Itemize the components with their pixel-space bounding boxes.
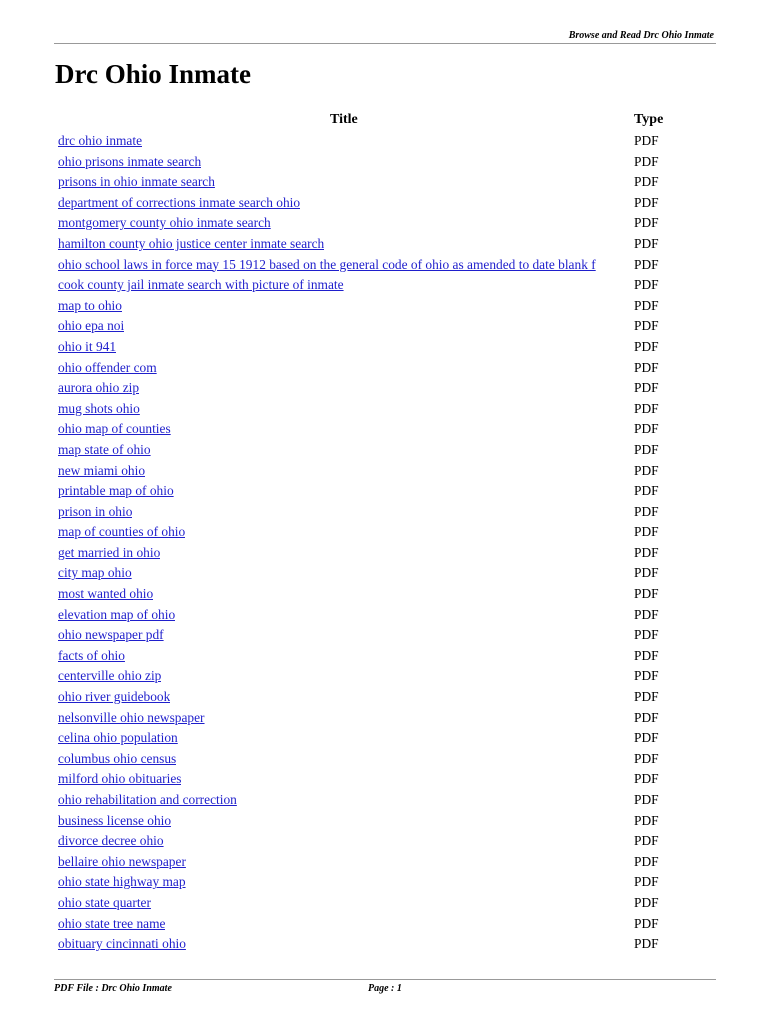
table-row <box>56 440 696 461</box>
file-type-label: PDF <box>634 792 659 807</box>
table-row <box>56 255 696 276</box>
table-row <box>56 852 696 873</box>
table-row <box>56 934 696 955</box>
document-link[interactable]: drc ohio inmate <box>58 133 143 148</box>
document-link[interactable]: most wanted ohio <box>58 586 154 602</box>
file-type-label: PDF <box>634 441 659 457</box>
file-type-label: PDF <box>634 462 659 478</box>
document-link[interactable]: celina ohio population <box>58 730 178 746</box>
file-type-label: PDF <box>634 359 659 375</box>
file-type-label: PDF <box>634 380 659 396</box>
file-type-label: PDF <box>634 606 659 622</box>
document-link[interactable]: get married in ohio <box>58 544 161 560</box>
document-link[interactable]: ohio epa noi <box>58 318 125 334</box>
file-type-label: PDF <box>634 277 659 293</box>
table-row <box>56 687 696 708</box>
table-row <box>56 893 696 914</box>
table-row <box>56 275 696 296</box>
document-link[interactable]: map state of ohio <box>58 441 151 457</box>
file-type-label: PDF <box>634 153 659 169</box>
document-link[interactable]: city map ohio <box>58 565 132 581</box>
footer-file-label: PDF File : Drc Ohio Inmate <box>54 983 172 994</box>
table-row <box>56 193 696 214</box>
document-link[interactable]: ohio prisons inmate search <box>58 153 202 169</box>
document-link[interactable]: hamilton county ohio justice center inmate search <box>58 235 325 251</box>
table-row <box>56 378 696 399</box>
table-row <box>56 728 696 749</box>
file-type-label: PDF <box>634 483 659 499</box>
document-link[interactable]: ohio it 941 <box>58 338 117 354</box>
file-type-label: PDF <box>634 750 659 766</box>
file-type-label: PDF <box>634 400 659 416</box>
document-link[interactable]: prison in ohio <box>58 503 133 519</box>
table-row <box>56 666 696 687</box>
table-row <box>56 522 696 543</box>
table-row <box>56 419 696 440</box>
document-link[interactable]: mug shots ohio <box>58 400 140 416</box>
table-row <box>56 769 696 790</box>
file-type-label: PDF <box>634 503 659 519</box>
table-row <box>56 811 696 832</box>
table-row <box>56 584 696 605</box>
type-column-header: Type <box>634 112 664 127</box>
document-link[interactable]: bellaire ohio newspaper <box>58 853 186 869</box>
table-row <box>56 172 696 193</box>
page-footer <box>54 979 716 1000</box>
table-row <box>56 872 696 893</box>
document-link[interactable]: milford ohio obituaries <box>58 771 182 787</box>
file-type-label: PDF <box>634 647 659 663</box>
file-type-label: PDF <box>634 709 659 725</box>
table-row <box>56 605 696 626</box>
file-type-label: PDF <box>634 833 659 849</box>
table-row <box>56 296 696 317</box>
document-link[interactable]: ohio river guidebook <box>58 689 171 705</box>
document-link[interactable]: ohio map of counties <box>58 421 171 437</box>
document-link[interactable]: prisons in ohio inmate search <box>58 174 215 190</box>
document-link[interactable]: cook county jail inmate search with picture of inmate <box>58 277 344 293</box>
document-title: Drc Ohio Inmate <box>55 59 251 89</box>
table-row <box>56 790 696 811</box>
file-type-label: PDF <box>634 874 659 890</box>
document-link[interactable]: elevation map of ohio <box>58 606 176 622</box>
table-row <box>56 543 696 564</box>
file-type-label: PDF <box>634 730 659 746</box>
table-row <box>56 502 696 523</box>
document-link[interactable]: columbus ohio census <box>58 750 177 766</box>
table-row <box>56 646 696 667</box>
file-type-label: PDF <box>634 256 659 272</box>
file-type-label: PDF <box>634 194 659 210</box>
file-type-label: PDF <box>634 853 659 869</box>
file-type-label: PDF <box>634 915 659 931</box>
document-link[interactable]: business license ohio <box>58 812 172 828</box>
document-link[interactable]: ohio newspaper pdf <box>58 627 164 643</box>
table-header-row <box>56 110 696 131</box>
table-row <box>56 399 696 420</box>
table-row <box>56 234 696 255</box>
table-row <box>56 625 696 646</box>
file-type-label: PDF <box>634 421 659 437</box>
document-link[interactable]: obituary cincinnati ohio <box>58 936 186 952</box>
document-link[interactable]: ohio rehabilitation and correction <box>58 792 237 807</box>
file-type-label: PDF <box>634 215 659 231</box>
document-link[interactable]: nelsonville ohio newspaper <box>58 709 205 725</box>
file-type-label: PDF <box>634 812 659 828</box>
table-row <box>56 213 696 234</box>
document-link[interactable]: new miami ohio <box>58 462 146 478</box>
file-type-label: PDF <box>634 174 659 190</box>
table-row <box>56 563 696 584</box>
file-type-label: PDF <box>634 565 659 581</box>
title-column-header: Title <box>330 112 358 127</box>
file-type-label: PDF <box>634 668 659 684</box>
document-link[interactable]: montgomery county ohio inmate search <box>58 215 271 231</box>
table-row <box>56 914 696 935</box>
table-row <box>56 152 696 173</box>
table-row <box>56 337 696 358</box>
file-type-label: PDF <box>634 338 659 354</box>
running-title: Browse and Read Drc Ohio Inmate <box>568 30 714 41</box>
table-row <box>56 749 696 770</box>
document-list-table <box>56 110 696 955</box>
document-link[interactable]: map of counties of ohio <box>58 524 186 540</box>
file-type-label: PDF <box>634 297 659 313</box>
document-link[interactable]: ohio school laws in force may 15 1912 based on the general code of ohio as amended to date blank f <box>58 256 596 272</box>
page-header <box>54 26 716 44</box>
document-link[interactable]: facts of ohio <box>58 647 125 663</box>
file-type-label: PDF <box>634 894 659 910</box>
file-type-label: PDF <box>634 586 659 602</box>
table-row <box>56 461 696 482</box>
file-type-label: PDF <box>634 235 659 251</box>
document-link[interactable]: ohio offender com <box>58 359 157 375</box>
table-row <box>56 358 696 379</box>
document-link[interactable]: map to ohio <box>58 297 122 313</box>
file-type-label: PDF <box>634 689 659 705</box>
file-type-label: PDF <box>634 544 659 560</box>
document-link[interactable]: ohio state highway map <box>58 874 186 890</box>
document-link[interactable]: ohio state tree name <box>58 915 166 931</box>
file-type-label: PDF <box>634 771 659 787</box>
table-row <box>56 831 696 852</box>
table-row <box>56 708 696 729</box>
document-link[interactable]: printable map of ohio <box>58 483 174 499</box>
table-row <box>56 131 696 152</box>
table-row <box>56 316 696 337</box>
file-type-label: PDF <box>634 524 659 540</box>
document-link[interactable]: aurora ohio zip <box>58 380 140 396</box>
file-type-label: PDF <box>634 133 659 148</box>
document-link[interactable]: divorce decree ohio <box>58 833 164 849</box>
document-link[interactable]: ohio state quarter <box>58 894 151 910</box>
table-row <box>56 481 696 502</box>
footer-page-number: Page : 1 <box>368 983 402 994</box>
document-link[interactable]: centerville ohio zip <box>58 668 162 684</box>
file-type-label: PDF <box>634 627 659 643</box>
document-link[interactable]: department of corrections inmate search ohio <box>58 194 301 210</box>
file-type-label: PDF <box>634 936 659 952</box>
file-type-label: PDF <box>634 318 659 334</box>
